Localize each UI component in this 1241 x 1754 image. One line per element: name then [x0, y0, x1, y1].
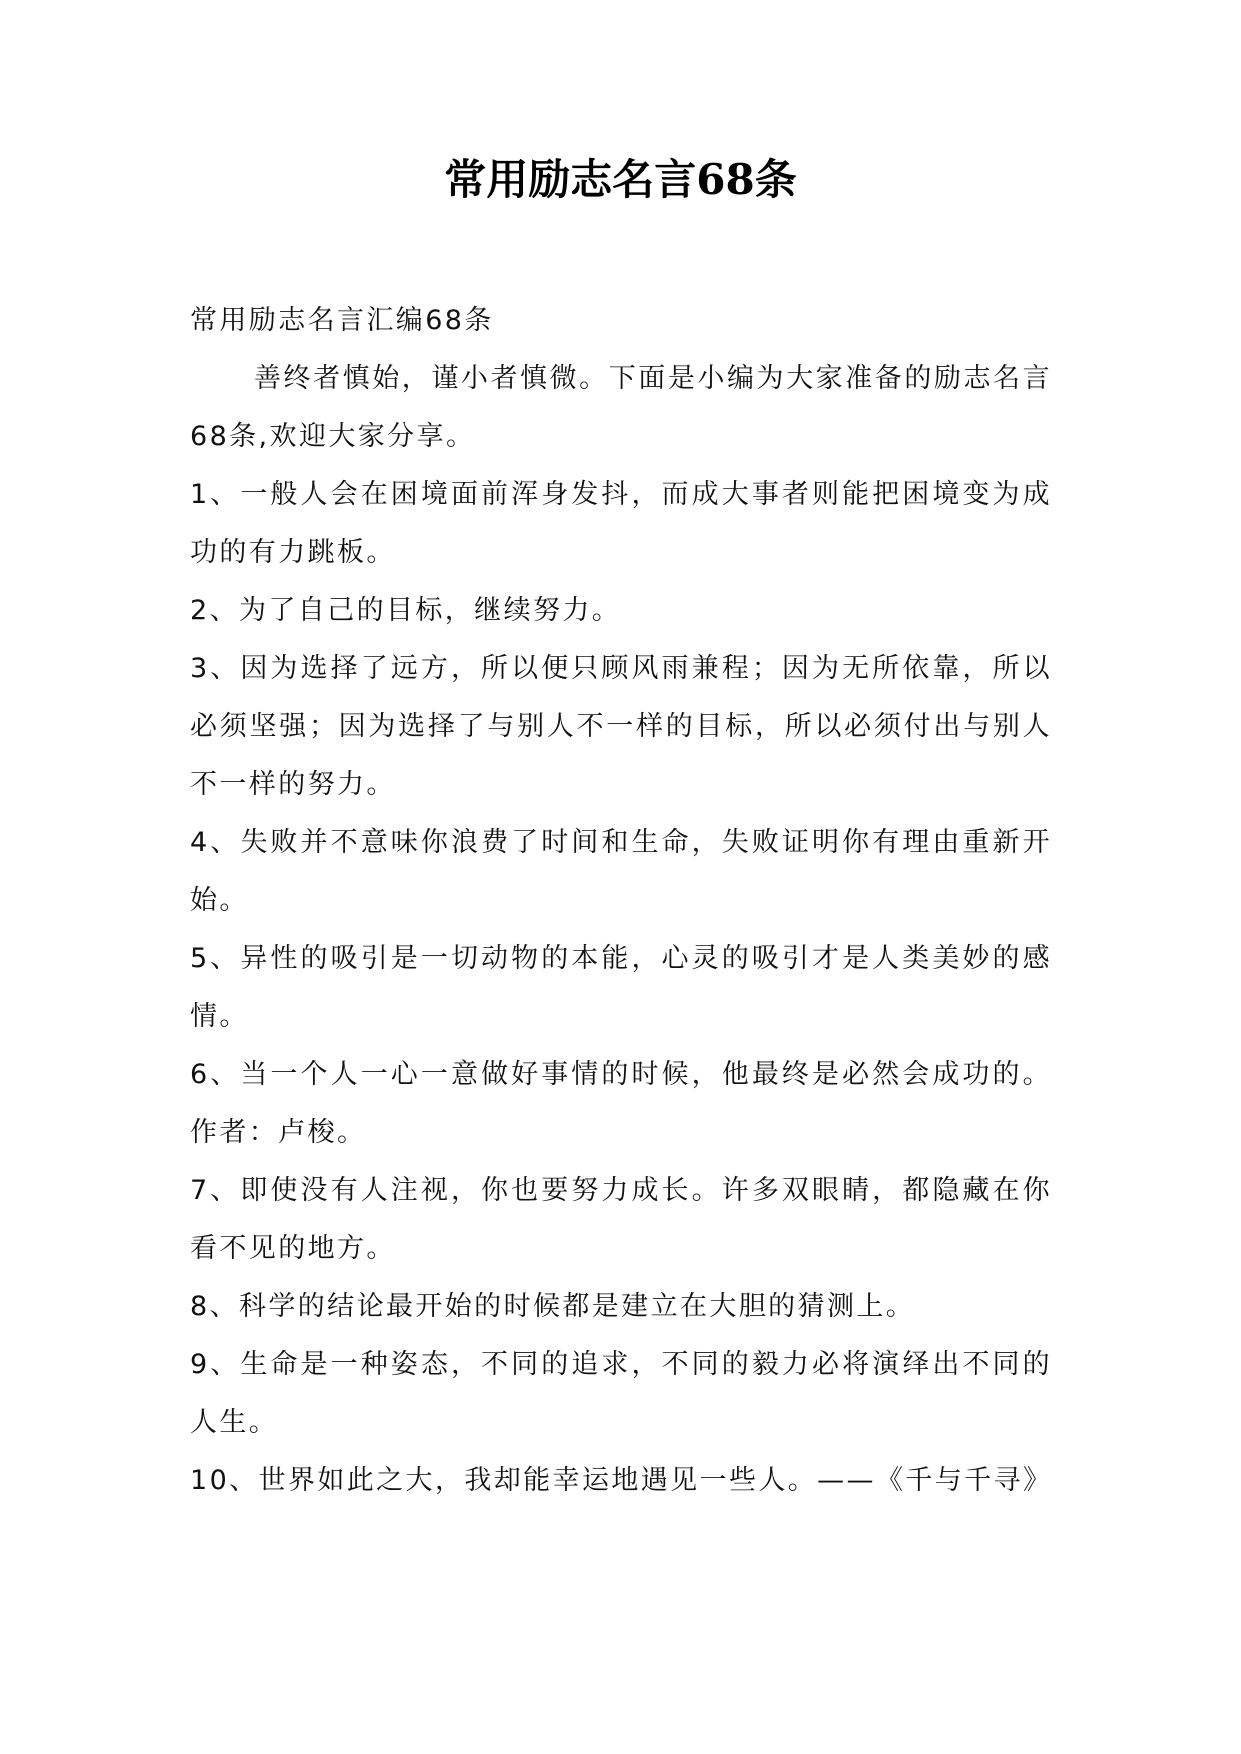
quote-item-1: 1、一般人会在困境面前浑身发抖，而成大事者则能把困境变为成功的有力跳板。	[190, 479, 1052, 568]
quote-item-2: 2、为了自己的目标，继续努力。	[190, 595, 622, 626]
document-subtitle: 常用励志名言汇编68条	[190, 305, 494, 336]
quote-item-10: 10、世界如此之大，我却能幸运地遇见一些人。——《千与千寻》	[190, 1465, 1053, 1496]
quote-item-4: 4、失败并不意味你浪费了时间和生命，失败证明你有理由重新开始。	[190, 827, 1052, 916]
quote-item-6: 6、当一个人一心一意做好事情的时候，他最终是必然会成功的。作者：卢梭。	[190, 1059, 1052, 1148]
quote-item-8: 8、科学的结论最开始的时候都是建立在大胆的猜测上。	[190, 1291, 916, 1322]
document-body	[190, 292, 1052, 1510]
quote-item-9: 9、生命是一种姿态，不同的追求，不同的毅力必将演绎出不同的人生。	[190, 1349, 1052, 1438]
quote-item-5: 5、异性的吸引是一切动物的本能，心灵的吸引才是人类美妙的感情。	[190, 943, 1052, 1032]
document-title: 常用励志名言68条	[444, 155, 797, 204]
intro-paragraph: 善终者慎始，谨小者慎微。下面是小编为大家准备的励志名言68条,欢迎大家分享。	[190, 363, 1052, 452]
quote-item-7: 7、即使没有人注视，你也要努力成长。许多双眼睛，都隐藏在你看不见的地方。	[190, 1175, 1052, 1264]
quote-item-3: 3、因为选择了远方，所以便只顾风雨兼程；因为无所依靠，所以必须坚强；因为选择了与别人不一样的目标，所以必须付出与别人不一样的努力。	[190, 653, 1052, 800]
